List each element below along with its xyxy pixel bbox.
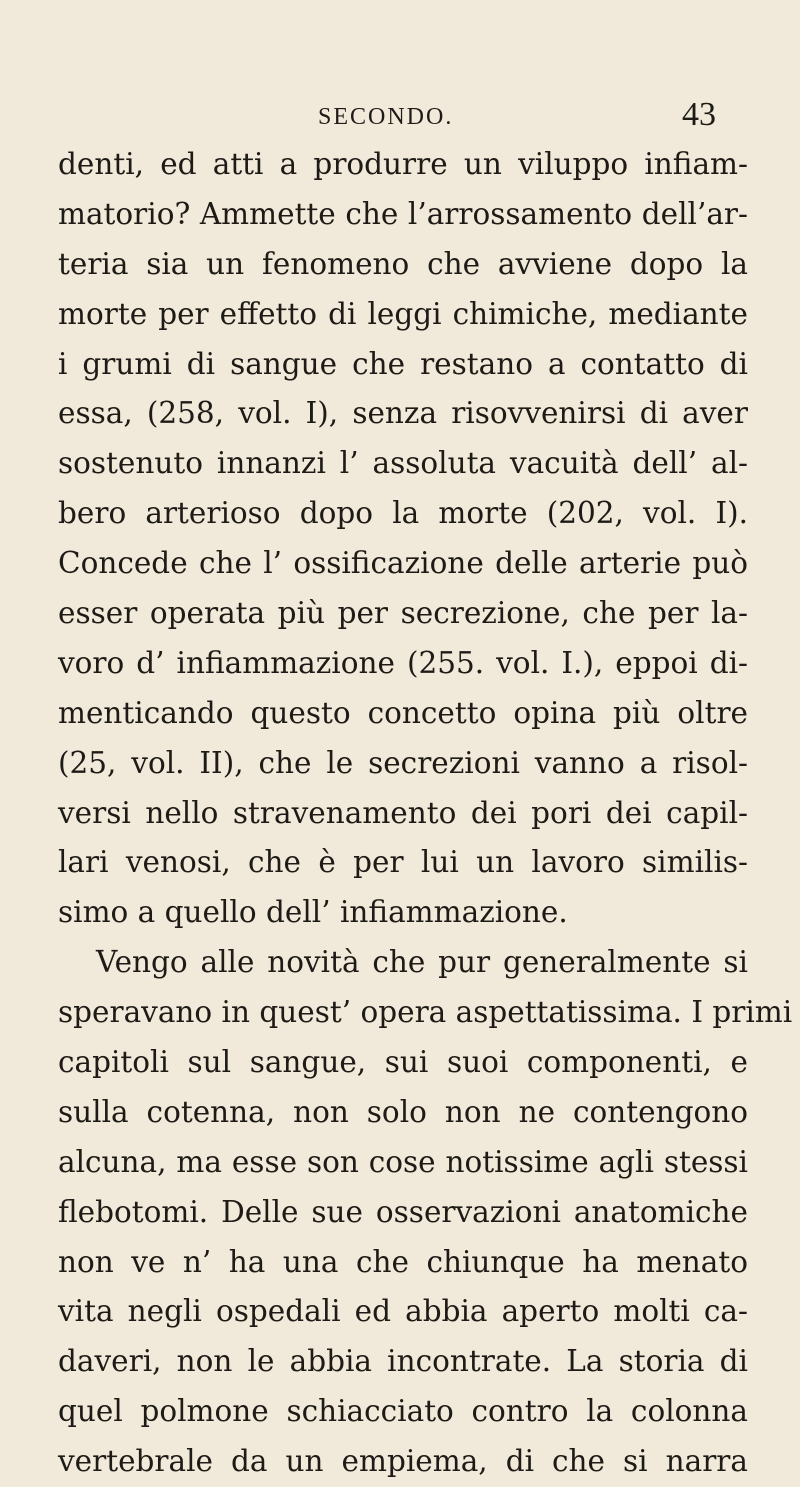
text-line: lari venosi, che è per lui un lavoro similis- bbox=[58, 845, 748, 880]
text-line: versi nello stravenamento dei pori dei capil- bbox=[58, 795, 748, 830]
text-line: non ve n’ ha una che chiunque ha menato bbox=[58, 1244, 748, 1279]
text-line: menticando questo concetto opina più oltre bbox=[58, 695, 748, 730]
text-line: vita negli ospedali ed abbia aperto molti ca- bbox=[58, 1294, 748, 1329]
text-line: alcuna, ma esse son cose notissime agli stessi bbox=[58, 1144, 748, 1179]
text-line: daveri, non le abbia incontrate. La storia di bbox=[58, 1344, 748, 1379]
page-number: 43 bbox=[682, 96, 716, 133]
body-text bbox=[58, 140, 793, 1487]
paragraph-start-line: Vengo alle novità che pur generalmente si bbox=[96, 945, 748, 980]
text-line: sulla cotenna, non solo non ne contengono bbox=[58, 1094, 748, 1129]
text-line: essa, (258, vol. I), senza risovvenirsi di aver bbox=[58, 396, 748, 431]
text-line: denti, ed atti a produrre un viluppo infiam- bbox=[58, 147, 748, 181]
paragraph-end-line: simo a quello dell’ infiammazione. bbox=[58, 895, 568, 930]
text-line: sostenuto innanzi l’ assoluta vacuità dell’ al- bbox=[58, 446, 748, 481]
text-line: matorio? Ammette che l’arrossamento dell’ar- bbox=[58, 196, 748, 231]
text-line: speravano in quest’ opera aspettatissima. I primi bbox=[58, 995, 793, 1030]
text-line: i grumi di sangue che restano a contatto di bbox=[58, 346, 748, 381]
text-line: flebotomi. Delle sue osservazioni anatomiche bbox=[58, 1194, 748, 1229]
text-line: teria sia un fenomeno che avviene dopo la bbox=[58, 246, 748, 281]
text-line: quel polmone schiacciato contro la colonna bbox=[58, 1394, 748, 1429]
text-line: Concede che l’ ossificazione delle arterie può bbox=[58, 546, 748, 581]
text-line: esser operata più per secrezione, che per la- bbox=[58, 596, 748, 631]
text-line: (25, vol. II), che le secrezioni vanno a risol- bbox=[58, 745, 748, 780]
text-line: morte per effetto di leggi chimiche, mediante bbox=[58, 296, 748, 331]
running-head: SECONDO. bbox=[318, 104, 454, 130]
text-line: capitoli sul sangue, sui suoi componenti, e bbox=[58, 1045, 748, 1080]
text-line: voro d’ infiammazione (255. vol. I.), eppoi di- bbox=[58, 645, 748, 680]
text-line: bero arterioso dopo la morte (202, vol. I). bbox=[58, 496, 748, 531]
text-line: vertebrale da un empiema, di che si narra bbox=[58, 1444, 748, 1479]
